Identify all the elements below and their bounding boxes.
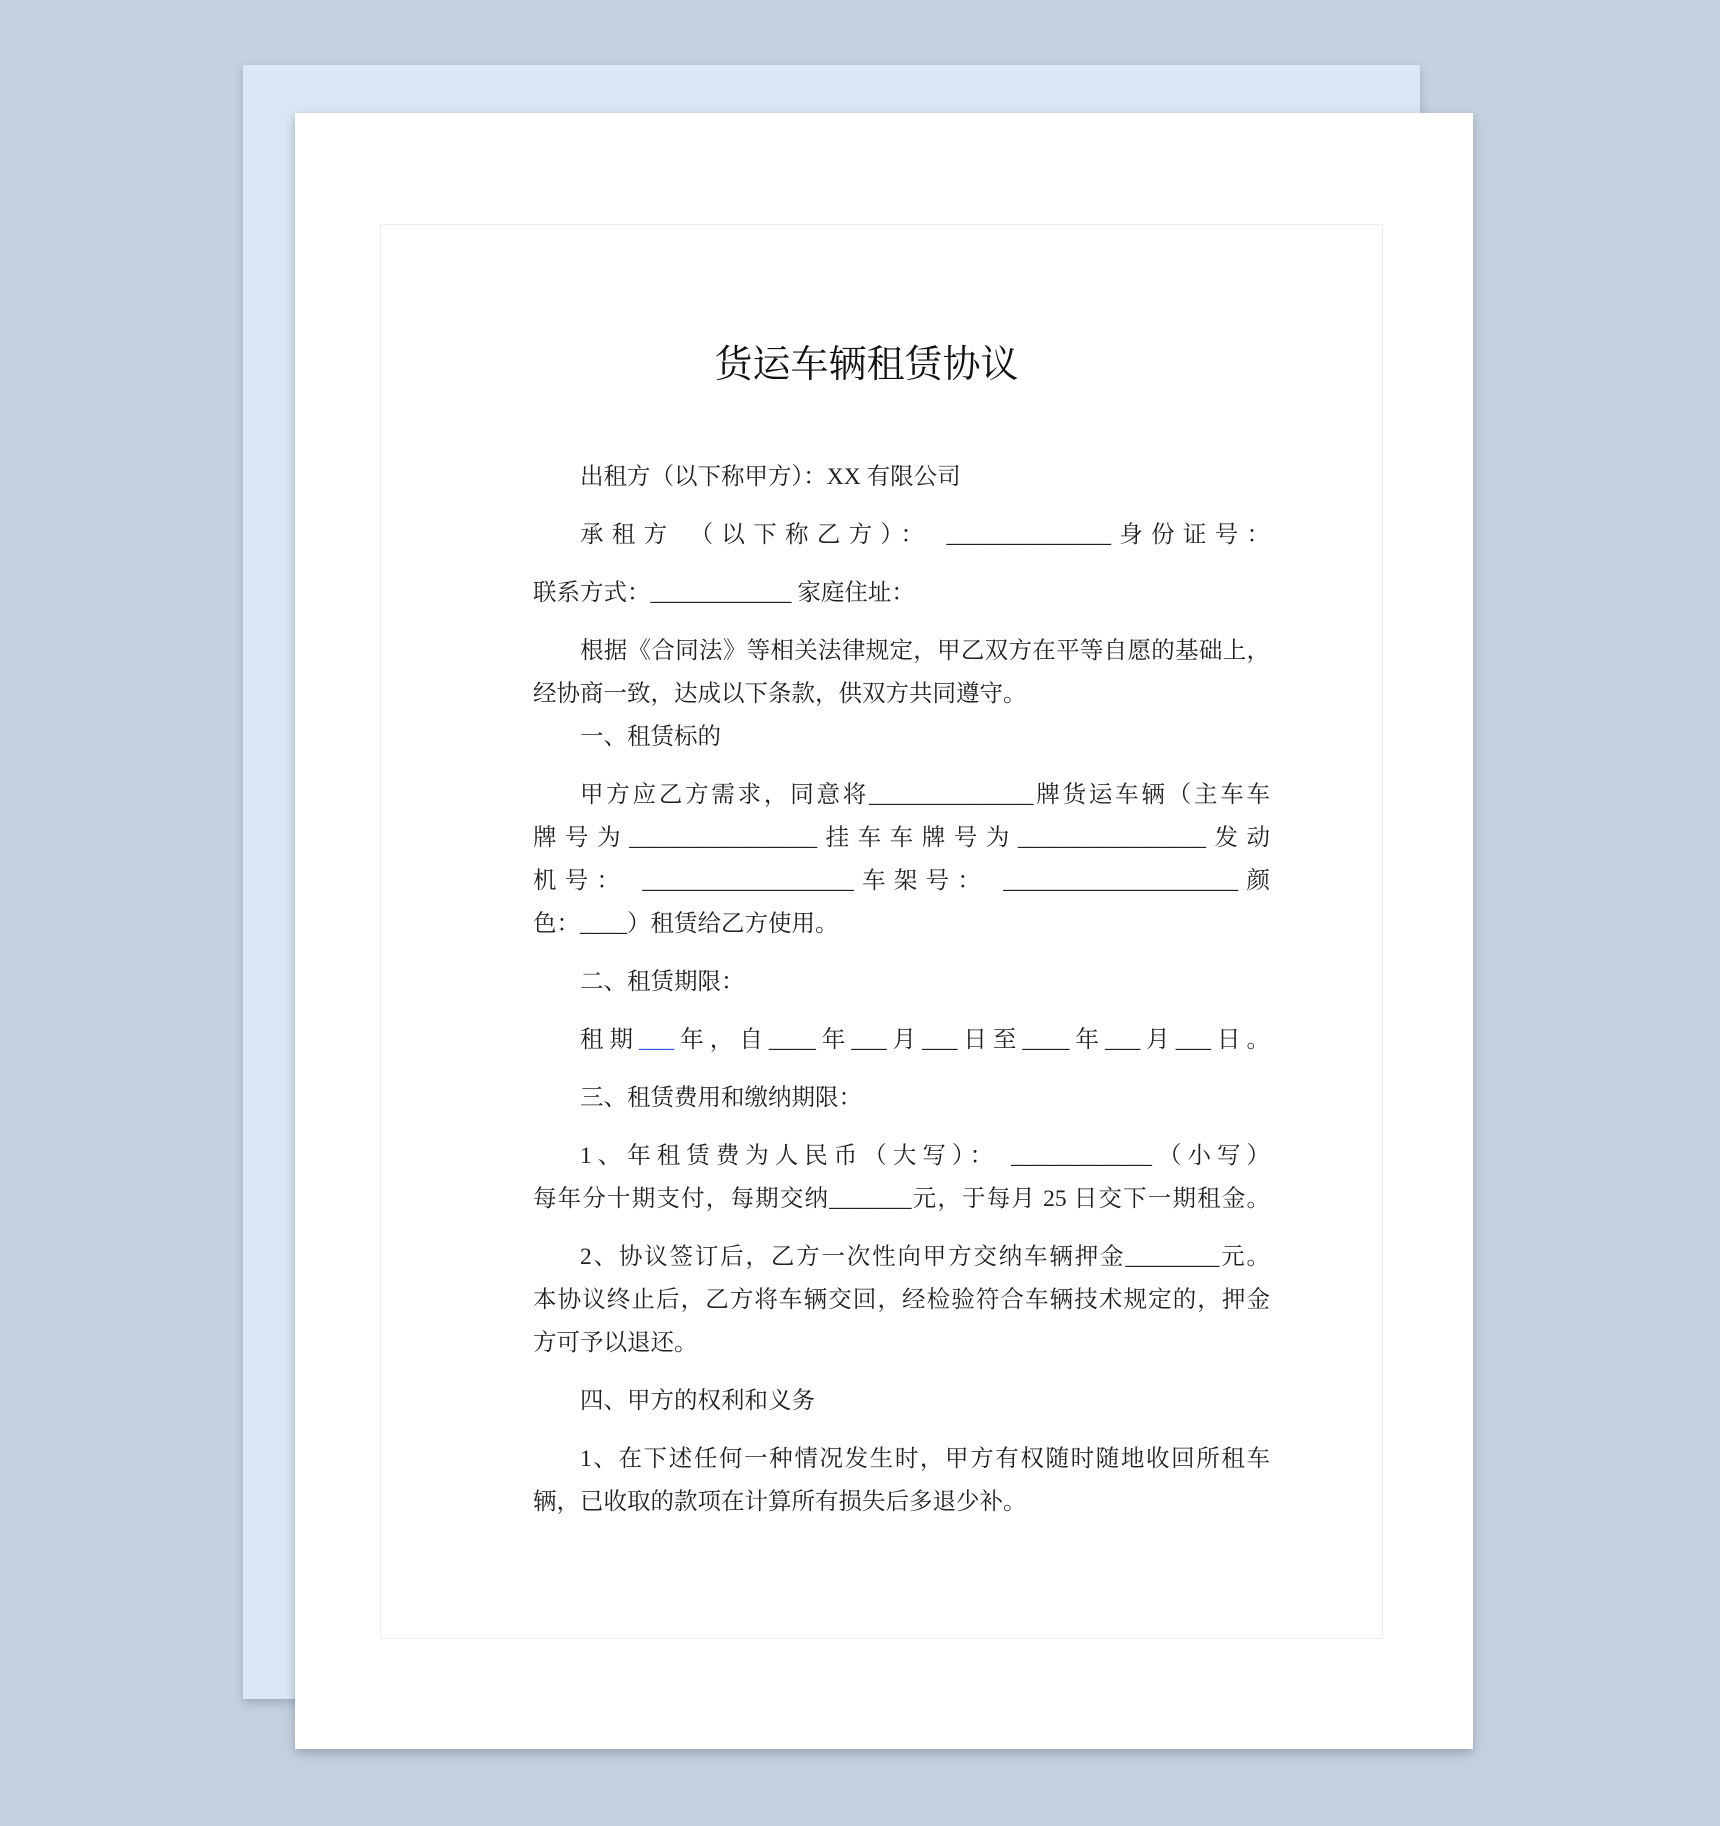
document-line — [533, 817, 1270, 860]
document-line — [533, 961, 1270, 1004]
line-text: 一、租赁标的 — [580, 724, 721, 750]
document-content — [533, 113, 1270, 1524]
line-text: 辆，已收取的款项在计算所有损失后多退少补。 — [533, 1489, 1027, 1515]
document-line — [533, 716, 1270, 759]
line-text: 每年分十期支付，每期交纳_______元，于每月 25 日交下一期租金。 — [533, 1186, 1270, 1212]
document-line — [533, 774, 1270, 817]
document-line — [533, 1279, 1270, 1322]
document-line — [533, 1077, 1270, 1120]
document-line — [533, 673, 1270, 716]
document-line — [533, 572, 1270, 615]
line-text: 二、租赁期限： — [580, 969, 745, 995]
document-line — [533, 1322, 1270, 1365]
document-line — [533, 630, 1270, 673]
document-line — [533, 903, 1270, 946]
line-text: 年，自____年___月___日至____年___月___日。 — [674, 1027, 1271, 1053]
line-text: 根据《合同法》等相关法律规定，甲乙双方在平等自愿的基础上， — [580, 638, 1270, 664]
line-text: 承租方 （以下称乙方）： ______________身份证号： — [580, 522, 1270, 548]
document-line — [533, 1178, 1270, 1221]
document-line — [533, 514, 1270, 557]
line-text: 1、年租赁费为人民币（大写）： ____________（小写） — [580, 1143, 1270, 1169]
blue-underline-blank: ___ — [639, 1027, 675, 1053]
line-text: 方可予以退还。 — [533, 1330, 698, 1356]
document-title: 货运车辆租赁协议 — [714, 344, 1019, 386]
document-body — [533, 456, 1270, 1524]
document-line — [533, 1019, 1270, 1062]
document-line — [533, 1438, 1270, 1481]
line-text: 本协议终止后，乙方将车辆交回，经检验符合车辆技术规定的，押金 — [533, 1287, 1270, 1313]
document-line — [533, 1236, 1270, 1279]
line-text: 出租方（以下称甲方）：XX 有限公司 — [580, 464, 961, 490]
document-line — [533, 1380, 1270, 1423]
line-text: 牌号为________________挂车车牌号为________________发动 — [533, 825, 1270, 851]
front-page-sheet — [295, 113, 1473, 1749]
line-text: 1、在下述任何一种情况发生时，甲方有权随时随地收回所租车 — [580, 1446, 1270, 1472]
line-text: 租期 — [580, 1027, 640, 1053]
document-line — [533, 1135, 1270, 1178]
line-text: 经协商一致，达成以下条款，供双方共同遵守。 — [533, 681, 1027, 707]
line-text: 色：____）租赁给乙方使用。 — [533, 911, 839, 937]
line-text: 三、租赁费用和缴纳期限： — [580, 1085, 862, 1111]
document-line — [533, 860, 1270, 903]
document-line — [533, 456, 1270, 499]
document-line — [533, 1481, 1270, 1524]
line-text: 甲方应乙方需求，同意将______________牌货运车辆（主车车 — [580, 782, 1270, 808]
line-text: 四、甲方的权利和义务 — [580, 1388, 815, 1414]
line-text: 2、协议签订后，乙方一次性向甲方交纳车辆押金________元。 — [580, 1244, 1270, 1270]
line-text: 机号： __________________车架号： ____________________颜 — [533, 868, 1270, 894]
line-text: 联系方式：____________ 家庭住址： — [533, 580, 915, 606]
